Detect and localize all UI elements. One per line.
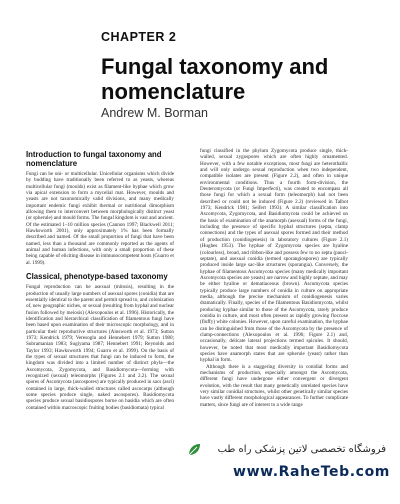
- watermark-persian-text: فروشگاه تخصصی لاتین پزشکی راه طب: [217, 444, 386, 455]
- watermark-url: www.RaheTeb.com: [233, 464, 390, 480]
- right-paragraph-1: fungi classified in the phylum Zygomycota produce single, thick-walled, sexual zygospores which are often highly ornamented. However, with a few notable exceptions, most fungi are heterothallic and will only undergo sexual reproduction when two independent, compatible isolates are present (Figure 2.2), and often in unique environmental conditions. Thus a fourth form-division, the Deuteromycota (or Fungi Imperfecti), was created to encompass all those fungi for which a sexual form (teleomorph) had not been described or could not be induced (Figure 2.2) (reviewed in Talbot 1973; Kendrick 1981; Seifert 1993). A similar classification into Ascomycota, Zygomycota, and Basidiomycota could be achieved on the basis of examination of the anamorph (asexual) forms of the fungi, including the presence of specific hyphal structures (septa, clamp connections) and the types of asexual spores formed and their method of production (conidiogenesis) in laboratory cultures (Figure 2.1) (Hughes 1953). The hyphae of Zygomycota species are hyaline (colourless), broad, and ribbon-like and possess few to no septa (pauci-septate), and asexual conidia (termed sporangiospores) are typically produced inside large sac-like structures (sporangia). Conversely, the hyphae of filamentous Ascomycota species (many medically important Ascomycota species are yeasts) are narrow and highly septate, and may be either hyaline or dematiaceous (brown). Ascomycota species typically produce large numbers of conidia in culture on appropriate media, although the precise mechanism of conidiogenesis varies dramatically. Finally, species of the filamentous Basidiomycota, whilst producing hyphae similar to those of the Ascomycota, rarely produce conidia in culture, and most often present as rapidly growing floccose (fluffy) white colonies. However, upon careful examination, the hyphae can be distinguished from those of the Ascomycota by the presence of clamp-connections (Alexopoulos et al. 1996; Figure 2.1) and, occasionally, delicate lateral projections termed spicules. It should, however, be noted that most medically important Basidiomycota species have anamorph states that are spherule (yeast) rather than hyphal in form.: [200, 148, 348, 364]
- chapter-title: Fungal taxonomy and nomenclature: [101, 54, 329, 104]
- right-paragraph-2: Although there is a staggering diversity in conidial forms and mechanisms of production, especially amongst the Ascomycota, different fungi have undergone either convergent or divergent evolution, with the result that many genetically unrelated species have very similar conidial structures, whilst other genetically similar species have vastly different morphological appearances. To further complicate matters, since fungi are of interest to a wide range: [200, 363, 348, 408]
- intro-paragraph: Fungi can be uni- or multicellular. Unicellular organisms which divide by budding have traditionally been referred to as yeasts, whereas multicellular fungi (moulds) exist as filament-like hyphae which grow via apical extension to form a mycelial mat. However, moulds and yeasts are not taxonomically valid divisions, and many medically important endemic fungi exhibit thermal or nutritional dimorphism allowing them to interconvert between morphologically distinct yeast (or spherule) and mould forms. The fungal kingdom is vast and ancient. Of the estimated 1–10 million species (Cannon 1997; Blackwell 2011; Hawksworth 2001), only approximately 1% has been formally described and named. Of the small proportion of fungi that have been named, less than a thousand are commonly reported as the agents of animal and human infections, with only a small proportion of these being capable of eliciting disease in immunocompetent hosts (Guarro et al. 1999).: [26, 171, 174, 266]
- chapter-number: CHAPTER 2: [101, 30, 177, 44]
- classical-paragraph: Fungal reproduction can be asexual (mitosis), resulting in the production of usually large numbers of asexual spores (conidia) that are essentially identical to the parent and permit spread to, and colonization of, new geographic niches, or sexual (resulting from hyphal and nuclear fusion followed by meiosis) (Alexopoulos et al. 1996). Historically, the identification and hierarchical classification of filamentous fungi have been based upon examination of their microscopic morphology, and in particular their reproductive structures (Ainsworth et al. 1973; Sutton 1973; Kendrick 1979; Veresoglu and Hennebert 1979; Sutton 1980; Subramanian 1983; Sugiyama 1987; Hennebert 1991; Reynolds and Taylor 1993; Hawksworth 1994; Guarro et al. 1999). On the basis of the types of sexual structures that fungi can be induced to form, the kingdom was divided into a limited number of distinct phyla—the Ascomycota, Zygomycota, and Basidiomycota—forming with recognized (sexual) teleomorphs (Figures 2.1 and 2.2). The sexual spores of Ascomycota (ascospores) are typically produced in sacs (asci) contained in large, thick-walled structures called ascocarps (although some species produce single, naked ascospores). Basidiomycota species produce sexual basidiospores borne on basidia which are often contained within macroscopic fruiting bodies (basidiomata) typical: [26, 284, 174, 411]
- section-heading-intro: Introduction to fungal taxonomy and nomenclature: [26, 150, 162, 168]
- left-text-column: [26, 148, 174, 478]
- right-text-column: [200, 148, 348, 440]
- section-heading-classical: Classical, phenotype-based taxonomy: [26, 272, 168, 282]
- chapter-author: Andrew M. Borman: [101, 106, 208, 120]
- leaf-logo-icon: [186, 442, 202, 458]
